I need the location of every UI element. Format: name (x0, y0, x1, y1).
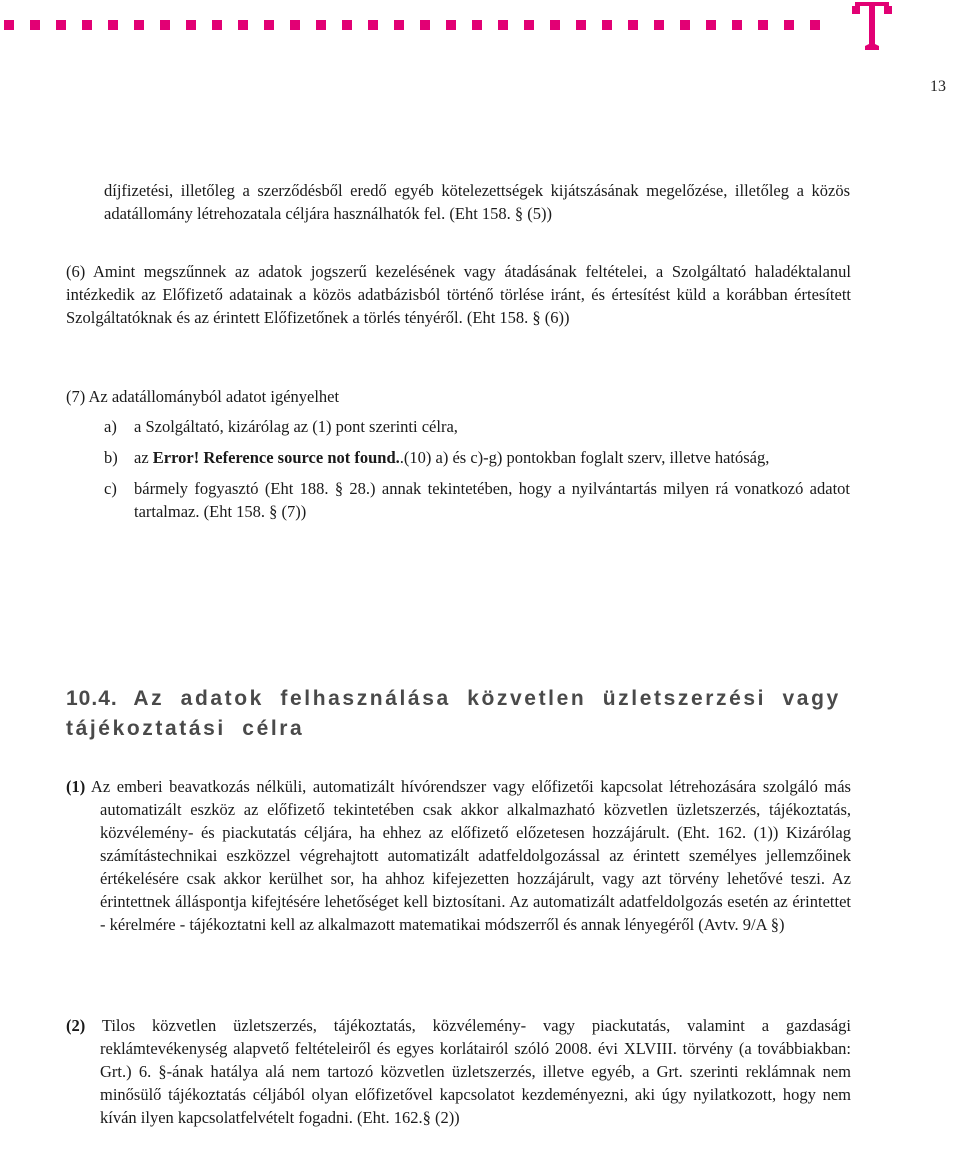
section-paragraph-2 (66, 1014, 851, 1129)
section-paragraph-1-text: Az emberi beavatkozás nélküli, automatizált hívórendszer vagy előfizetői kapcsolat létrehozására szolgáló más automatizált eszköz az előfizető tekintetében csak akkor alkalmazható közvetlen üzletszerzés, tájékoztatás, közvélemény- és piackutatás céljára, ha ehhez az előfizető előzetesen hozzájárult. (Eht. 162. (1)) Kizárólag számítástechnikai eszközzel végrehajtott automatizált adatfeldolgozással az érintett személyes jellemzőinek értékelésére csak akkor kerülhet sor, ha ahhoz kifejezetten hozzájárult, vagy azt törvény lehetővé teszi. Az érintettnek álláspontja kifejtésére lehetőséget kell biztosítani. Az automatizált adatfeldolgozás esetén az érintettet - kérelmére - tájékoztatni kell az alkalmazott matematikai módszerről és annak lényegéről (Avtv. 9/A §) (90, 777, 851, 934)
header-dot (108, 20, 118, 30)
page-header (0, 0, 960, 60)
header-dot-strip (4, 20, 820, 30)
header-dot (238, 20, 248, 30)
header-dot (758, 20, 768, 30)
section-title: Az adatok felhasználása közvetlen üzletszerzési vagy tájékoztatási célra (66, 687, 841, 740)
header-dot (186, 20, 196, 30)
header-dot (134, 20, 144, 30)
paragraph-7-list (104, 415, 850, 523)
paragraph-6-label: (6) (66, 262, 86, 281)
header-dot (706, 20, 716, 30)
paragraph-7-label: (7) (66, 387, 86, 406)
section-paragraph-2-label: (2) (66, 1016, 86, 1035)
list-item-text: bármely fogyasztó (Eht 188. § 28.) annak tekintetében, hogy a nyilvántartás milyen rá vonatkozó adatot tartalmaz. (Eht 158. § (7)) (134, 479, 850, 521)
header-dot (82, 20, 92, 30)
header-dot (4, 20, 14, 30)
header-dot (498, 20, 508, 30)
header-dot (446, 20, 456, 30)
paragraph-7-intro: Az adatállományból adatot igényelhet (88, 387, 340, 406)
page-number: 13 (930, 78, 946, 95)
header-dot (290, 20, 300, 30)
header-dot (732, 20, 742, 30)
header-dot (342, 20, 352, 30)
header-dot (524, 20, 534, 30)
header-dot (628, 20, 638, 30)
telekom-logo (852, 2, 892, 50)
section-heading (66, 684, 851, 744)
section-number: 10.4. (66, 687, 118, 710)
header-dot (654, 20, 664, 30)
list-marker: c) (104, 479, 117, 498)
header-dot (784, 20, 794, 30)
reference-error-text: Error! Reference source not found. (152, 448, 400, 467)
header-dot (550, 20, 560, 30)
list-item (104, 446, 850, 469)
header-dot (420, 20, 430, 30)
header-dot (576, 20, 586, 30)
header-dot (160, 20, 170, 30)
header-dot (30, 20, 40, 30)
header-dot (56, 20, 66, 30)
header-dot (264, 20, 274, 30)
list-item (104, 415, 850, 438)
list-item-text: a Szolgáltató, kizárólag az (1) pont szerinti célra, (134, 417, 458, 436)
list-item-text: .(10) a) és c)-g) pontokban foglalt szerv, illetve hatóság, (399, 448, 770, 467)
list-marker: a) (104, 417, 117, 436)
header-dot (368, 20, 378, 30)
section-paragraph-2-text: Tilos közvetlen üzletszerzés, tájékoztatás, közvélemény- vagy piackutatás, valamint a gazdasági reklámtevékenység alapvető feltételeiről és egyes korlátairól szóló 2008. évi XLVIII. törvény (a továbbiakban: Grt.) 6. §-ának hatálya alá nem tartozó közvetlen üzletszerzés, illetve egyéb, a Grt. szerinti reklámnak nem minősülő tájékoztatás céljából olyan előfizetővel kapcsolatot kezdeményezni, aki úgy nyilatkozott, hogy nem kíván ilyen kapcsolatfelvételt fogadni. (Eht. 162.§ (2)) (100, 1016, 852, 1127)
header-dot (810, 20, 820, 30)
header-dot (212, 20, 222, 30)
header-dot (316, 20, 326, 30)
list-item-prefix: az (134, 448, 153, 467)
continuation-paragraph: díjfizetési, illetőleg a szerződésből eredő egyéb kötelezettségek kijátszásának megelőzése, illetőleg a közös adatállomány létrehozatala céljára használhatók fel. (Eht 158. § (5)) (104, 181, 850, 223)
paragraph-7 (66, 385, 851, 408)
list-marker: b) (104, 448, 118, 467)
list-item (104, 477, 850, 523)
header-dot (602, 20, 612, 30)
header-dot (680, 20, 690, 30)
header-dot (472, 20, 482, 30)
paragraph-6 (66, 260, 851, 329)
section-paragraph-1 (66, 775, 851, 936)
section-paragraph-1-label: (1) (66, 777, 86, 796)
header-dot (394, 20, 404, 30)
paragraph-6-text: Amint megszűnnek az adatok jogszerű kezelésének vagy átadásának feltételei, a Szolgáltató haladéktalanul intézkedik az Előfizető adatainak a közös adatbázisból történő törlése iránt, és értesítést küld a korábban értesített Szolgáltatóknak és az érintett Előfizetőnek a törlés tényéről. (Eht 158. § (6)) (66, 262, 851, 327)
